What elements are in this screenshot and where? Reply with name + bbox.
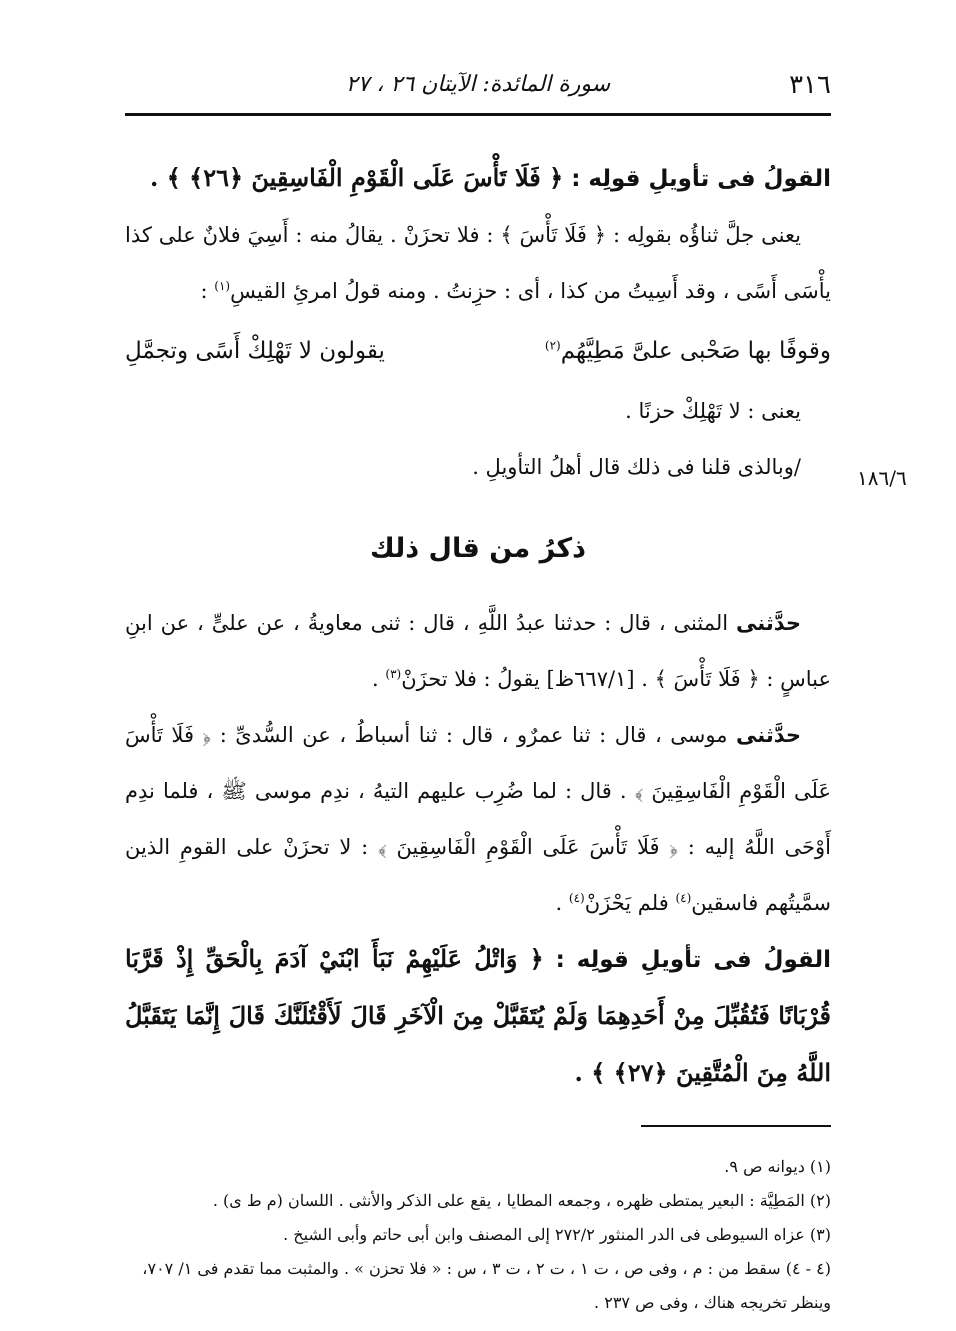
text-line: المثنى ، قال : حدثنا عبدُ اللَّهِ ، قال : ثنى معاويةُ ، عن علىٍّ ، عن ابنِ [125, 611, 729, 635]
footnote: (١) ديوانه ص ٩. [724, 1157, 831, 1176]
poem-hemistich-left: يقولون لا تَهْلِكْ أَسًى وتجمَّلِ [125, 338, 385, 364]
text-line: أَوْحَى اللَّهُ إليه : ﴿ فَلَا تَأْسَ عَلَى الْقَوْمِ الْفَاسِقِينَ ﴾ : لا تحزَنْ على القومِ الذين [125, 835, 831, 859]
footnote: وينظر تخريجه هناك ، وفى ص ٢٣٧ . [594, 1293, 831, 1312]
footnote-rule [641, 1125, 831, 1127]
margin-reference: ١٨٦/٦ [857, 466, 907, 490]
footnote: (٣) عزاه السيوطى فى الدر المنثور ٢٧٢/٢ إلى المصنف وابن أبى حاتم وأبى الشيخ . [283, 1225, 831, 1244]
report-paragraph: حدَّثنى المثنى ، قال : حدثنا عبدُ اللَّهِ ، قال : ثنى معاويةُ ، عن علىٍّ ، عن ابنِ عباسٍ : ﴿ فَلَا تَأْسَ ﴾ . [٦٦٧/١ظ] يقولُ : فلا تحزَنْ$^{(٣)}$ . [125, 611, 831, 691]
report-lead: حدَّثنى [736, 611, 801, 635]
quran-verse: ﴿ فَلَا تَأْسَ عَلَى الْقَوْمِ الْفَاسِقِينَ ﴿٢٦﴾ ﴾ . [150, 163, 564, 192]
footnotes [125, 1150, 831, 1320]
footnote: (٢) المَطِيَّة : البعير يمتطى ظهره ، وجمعه المطايا ، يقع على الذكر والأنثى . اللسان (م ط ى) . [212, 1191, 831, 1210]
paragraph [125, 207, 831, 319]
heading-lead: القولُ فى تأويلِ قولِه : [555, 947, 832, 973]
section-title: ذكرُ من قال ذلك [370, 533, 586, 564]
poem-verse [125, 323, 831, 379]
footnote-marker: (٣) [385, 667, 402, 681]
text-line: عَلَى الْقَوْمِ الْفَاسِقِينَ ﴾ . قال : لما ضُرِب عليهم التيهُ ، ندِم موسى ﷺ ، فلما ندِم [125, 779, 831, 803]
page-number: ٣١٦ [789, 70, 831, 100]
report-lead: حدَّثنى [736, 723, 801, 747]
text-line: سمَّيتُهم فاسقين [691, 891, 831, 915]
text-line: عباسٍ : ﴿ فَلَا تَأْسَ ﴾ . [٦٦٧/١ظ] يقولُ : فلا تحزَنْ [401, 667, 831, 691]
heading-ayah-26 [125, 150, 831, 207]
poem-hemistich-right: وقوفًا بها صَحْبى علىَّ مَطِيَّهُم$^{(٢)}$ [544, 338, 831, 364]
heading-ayah-27 [125, 931, 831, 1102]
footnote: (٤ - ٤) سقط من : م ، وفى ص ، ت ١ ، ت ٢ ، ت ٣ ، س : « فلا تحزن » . والمثبت مما تقدم فى ١/ ٧٠٧، [142, 1259, 831, 1278]
text-line: : [200, 279, 215, 303]
text-line: موسى ، قال : ثنا عمرٌو ، قال : ثنا أسباطُ ، عن السُّدىِّ : ﴿ فَلَا تَأْسَ [125, 723, 728, 747]
paragraph: /وبالذى قلنا فى ذلك قال أهلُ التأويلِ . [472, 455, 801, 479]
header-rule [125, 113, 831, 116]
running-title: سورة المائدة: الآيتان ٢٦ ، ٢٧ [345, 72, 611, 97]
quran-verse: فَتُقُبِّلَ مِنْ أَحَدِهِمَا وَلَمْ يُتَقَبَّلْ مِنَ الْآخَرِ قَالَ لَأَقْتُلَنَّكَ قَالَ إِنَّمَا يَتَقَبَّلُ اللَّهُ مِنَ [125, 1001, 831, 1087]
footnote-marker: (١) [214, 279, 231, 293]
footnote-marker: (٤) [568, 891, 585, 905]
quran-verse: الْمُتَّقِينَ ﴿٢٧﴾ ﴾ . [574, 1058, 749, 1087]
text-line: يعنى جلَّ ثناؤُه بقولِه : ﴿ فَلَا تَأْسَ ﴾ : فلا تحزَنْ . يقالُ منه : أَسِيَ فلانٌ على [158, 223, 801, 247]
page-header [125, 60, 831, 116]
footnote-marker: (٢) [544, 338, 561, 353]
paragraph: يعنى : لا تَهْلِكْ حزنًا . [625, 399, 801, 423]
quran-verse: ﴿ وَاتْلُ عَلَيْهِمْ نَبَأَ ابْنَيْ آدَمَ بِالْحَقِّ إِذْ قَرَّبَا قُرْبَانًا [125, 944, 831, 1030]
heading-lead: القولُ فى تأويلِ قولِه : [571, 166, 831, 192]
text-line: فلم يَحْزَنْ [584, 891, 676, 915]
main-text [125, 150, 831, 1102]
report-paragraph: حدَّثنى موسى ، قال : ثنا عمرٌو ، قال : ثنا أسباطُ ، عن السُّدىِّ : ﴿ فَلَا تَأْسَ عَلَى الْقَوْمِ الْفَاسِقِينَ ﴾ . قال : لما ضُرِب عليهم التيهُ ، ندِم موسى ﷺ ، فلما ندِم أَوْحَى اللَّهُ إليه : ﴿ فَلَا تَأْسَ عَلَى الْقَوْمِ الْفَاسِقِينَ ﴾ : لا تحزَنْ على القومِ الذين سمَّيتُهم فاسقين$^{(٤)}$ فلم يَحْزَنْ$^{(٤)}$ . [125, 723, 831, 915]
text-line: كذا يأْسَى أَسًى ، وقد أَسِيتُ من كذا ، أى : حزِنتُ . ومنه قولُ امرئِ القيسِ [125, 223, 831, 303]
footnote-marker: (٤) [675, 891, 692, 905]
